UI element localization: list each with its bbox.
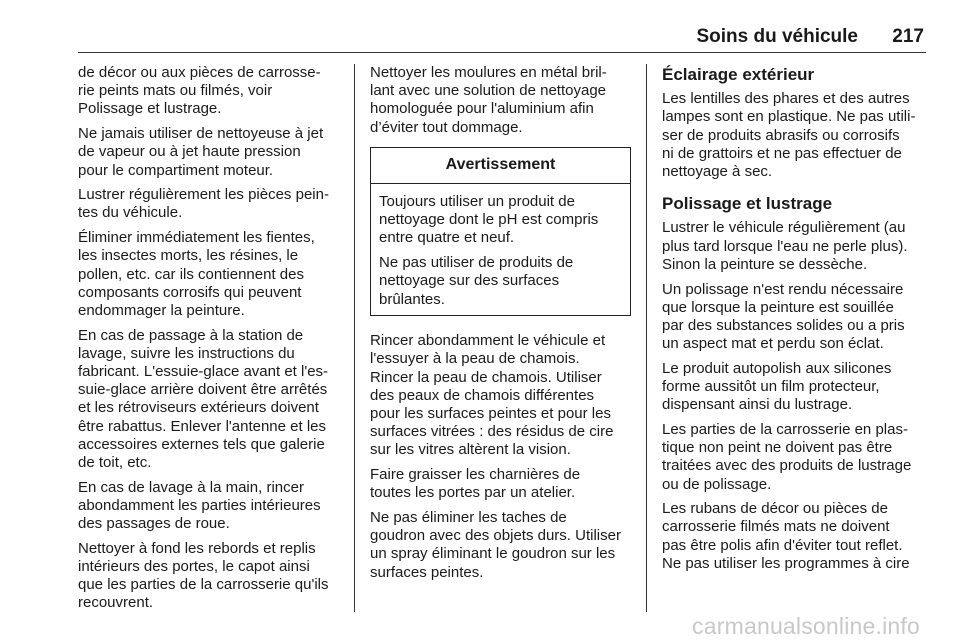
text-line: brûlantes. [379, 290, 445, 308]
paragraph [78, 125, 348, 180]
text-line: des peaux de chamois différentes [370, 386, 595, 404]
page-header [78, 26, 926, 53]
text-line: traitées avec des produits de lustrage [662, 457, 912, 475]
text-line: de décor ou aux pièces de carrosse- [78, 64, 321, 81]
paragraph [662, 360, 927, 415]
text-line: que les parties de la carrosserie qu'ils [78, 576, 329, 594]
text-line: intérieurs des portes, le capot ainsi [78, 558, 310, 576]
paragraph [370, 509, 634, 582]
text-line: lampes sont en plastique. Ne pas utili- [662, 108, 916, 126]
text-line: homologuée pour l'aluminium afin [370, 100, 594, 118]
text-line: pas être polis afin d'éviter tout reflet. [662, 536, 903, 554]
text-line: Sinon la peinture se dessèche. [662, 255, 868, 273]
text-line: entre quatre et neuf. [379, 229, 515, 247]
text-line: un aspect mat et perdu son éclat. [662, 335, 884, 353]
text-line: de toit, etc. [78, 454, 152, 472]
text-line: surfaces vitrées : des résidus de cire [370, 423, 614, 441]
text-line: forme aussitôt un film protecteur, [662, 378, 880, 396]
text-line: Toujours utiliser un produit de [379, 193, 575, 211]
text-line: Les parties de la carrosserie en plas- [662, 420, 908, 438]
text-line: sur les vitres altèrent la vision. [370, 441, 571, 459]
text-line: tes du véhicule. [78, 204, 183, 222]
text-line: Un polissage n'est rendu nécessaire [662, 280, 904, 298]
page-number: 217 [892, 26, 924, 47]
text-line: carrosserie filmés mats ne doivent [662, 518, 890, 536]
paragraph [78, 229, 348, 320]
text-line: par des substances solides ou a pris [662, 316, 905, 334]
text-line: Ne pas utiliser de produits de [379, 254, 574, 272]
text-line: En cas de lavage à la main, rincer [78, 478, 304, 496]
text-line: Rincer abondamment le véhicule et [370, 332, 606, 350]
text-line: pour le compartiment moteur. [78, 161, 274, 179]
paragraph [662, 500, 927, 573]
text-line: plus tard lorsque l'eau ne perle plus). [662, 237, 908, 255]
middle-paragraphs [370, 332, 634, 582]
watermark: carmanualsonline.info [692, 613, 920, 639]
text-line: tique non peint ne doivent pas être [662, 439, 893, 457]
text-line: lavage, suivre les instructions du [78, 344, 295, 362]
column-divider [646, 64, 647, 612]
text-line: nettoyage à sec. [662, 163, 773, 181]
column-middle [370, 64, 634, 588]
text-line: Nettoyer les moulures en métal bril- [370, 64, 607, 81]
paragraph [662, 219, 927, 274]
page-title: Soins du véhicule [696, 26, 858, 47]
text-line: Polissage et lustrage. [78, 100, 222, 118]
paragraph [78, 479, 348, 534]
warning-box [370, 147, 631, 316]
text-line: des passages de roue. [78, 515, 230, 533]
paragraph [78, 186, 348, 222]
text-line: nettoyage sur des surfaces [379, 272, 560, 290]
text-line: En cas de passage à la station de [78, 326, 304, 344]
paragraph [78, 64, 348, 119]
text-line: surfaces peintes. [370, 563, 484, 581]
text-line: l'essuyer à la peau de chamois. [370, 350, 580, 368]
text-line: Les lentilles des phares et des autres [662, 90, 910, 108]
text-line: et les rétroviseurs extérieurs doivent [78, 399, 319, 417]
warning-paragraph [379, 193, 622, 248]
text-line: Ne jamais utiliser de nettoyeuse à jet [78, 125, 324, 143]
text-line: que lorsque la peinture est souillée [662, 298, 894, 316]
right-paragraphs [662, 219, 927, 573]
text-line: ser de produits abrasifs ou corrosifs [662, 126, 900, 144]
intro-paragraph [370, 64, 634, 137]
text-line: être rabattus. Enlever l'antenne et les [78, 417, 327, 435]
text-line: de vapeur ou à jet haute pression [78, 143, 301, 161]
text-line: nettoyage dont le pH est compris [379, 211, 599, 229]
paragraph [78, 540, 348, 613]
section-heading: Éclairage extérieur [662, 65, 815, 84]
column-right [662, 64, 927, 580]
warning-paragraph [379, 254, 622, 309]
text-line: Le produit autopolish aux silicones [662, 359, 892, 377]
text-line: Les rubans de décor ou pièces de [662, 500, 888, 518]
text-line: recouvrent. [78, 594, 154, 612]
text-line: Lustrer le véhicule régulièrement (au [662, 219, 906, 237]
text-line: Faire graisser les charnières de [370, 466, 581, 484]
text-line: ni de grattoirs et ne pas effectuer de [662, 144, 902, 162]
text-line: fabricant. L'essuie-glace avant et l'es- [78, 363, 329, 381]
text-line: accessoires externes tels que galerie [78, 435, 325, 453]
paragraph [370, 332, 634, 459]
paragraph [662, 421, 927, 494]
paragraph [662, 281, 927, 354]
text-line: rie peints mats ou filmés, voir [78, 82, 273, 100]
text-line: pour les surfaces peintes et pour les [370, 405, 611, 423]
text-line: composants corrosifs qui peuvent [78, 283, 302, 301]
text-line: suie-glace arrière doivent être arrêtés [78, 381, 328, 399]
text-line: Nettoyer à fond les rebords et replis [78, 539, 316, 557]
text-line: les insectes morts, les résines, le [78, 247, 299, 265]
text-line: un spray éliminant le goudron sur les [370, 545, 616, 563]
text-line: Lustrer régulièrement les pièces pein- [78, 186, 329, 204]
text-line: goudron avec des objets durs. Utiliser [370, 527, 621, 545]
column-divider [354, 64, 355, 612]
text-line: Ne pas utiliser les programmes à cire [662, 554, 910, 572]
text-line: Éliminer immédiatement les fientes, [78, 229, 315, 247]
text-line: dispensant ainsi du lustrage. [662, 396, 853, 414]
text-line: Rincer la peau de chamois. Utiliser [370, 368, 602, 386]
text-line: Ne pas éliminer les taches de [370, 509, 567, 527]
section-heading: Polissage et lustrage [662, 194, 833, 214]
paragraph [78, 327, 348, 473]
paragraph [662, 90, 927, 181]
text-line: endommager la peinture. [78, 301, 245, 319]
paragraph [370, 466, 634, 502]
text-line: lant avec une solution de nettoyage [370, 82, 607, 100]
column-left [78, 64, 348, 619]
text-line: toutes les portes par un atelier. [370, 484, 576, 502]
text-line: d’éviter tout dommage. [370, 118, 523, 136]
warning-body [371, 184, 630, 309]
warning-title: Avertissement [371, 148, 630, 184]
text-line: pollen, etc. car ils contiennent des [78, 265, 304, 283]
text-line: abondamment les parties intérieures [78, 496, 321, 514]
text-line: ou de polissage. [662, 475, 772, 493]
